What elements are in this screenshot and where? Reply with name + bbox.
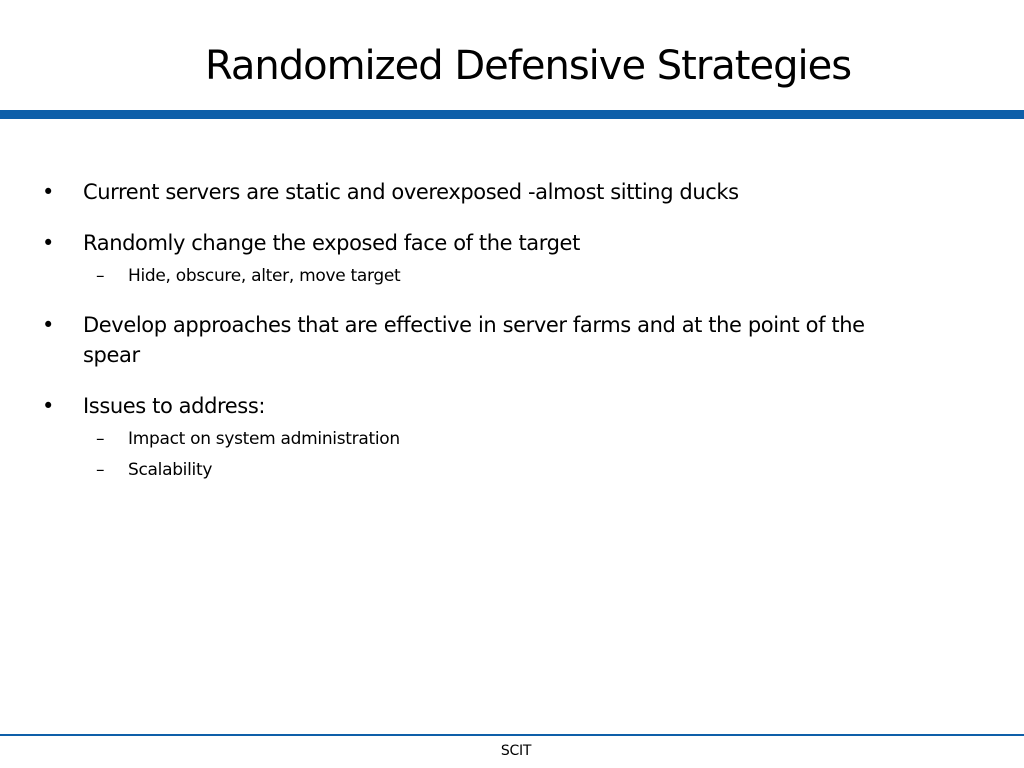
- bullet-item: [42, 391, 922, 421]
- sub-bullet-marker: –: [96, 429, 105, 449]
- bullet-marker: •: [42, 231, 54, 255]
- bullet-text: Develop approaches that are effective in server farms and at the point of the spear: [83, 313, 865, 367]
- bullet-text: Randomly change the exposed face of the target: [83, 231, 580, 255]
- bullet-marker: •: [42, 180, 54, 204]
- sub-bullet-text: Impact on system administration: [128, 429, 400, 449]
- sub-bullet-text: Hide, obscure, alter, move target: [128, 266, 401, 286]
- bullet-marker: •: [42, 394, 54, 418]
- footer-label: SCIT: [500, 743, 532, 759]
- bullet-item: [42, 177, 922, 207]
- sub-bullet-marker: –: [96, 460, 105, 480]
- slide-title: Randomized Defensive Strategies: [204, 43, 852, 89]
- bullet-item: [42, 310, 922, 370]
- sub-bullet-item: [96, 427, 896, 451]
- title-divider: [0, 110, 1024, 119]
- bullet-item: [42, 228, 922, 258]
- footer-divider: [0, 734, 1024, 736]
- sub-bullet-item: [96, 458, 896, 482]
- bullet-text: Current servers are static and overexposed -almost sitting ducks: [83, 180, 739, 204]
- sub-bullet-item: [96, 264, 896, 288]
- bullet-text: Issues to address:: [83, 394, 266, 418]
- sub-bullet-marker: –: [96, 266, 105, 286]
- sub-bullet-text: Scalability: [128, 460, 213, 480]
- bullet-marker: •: [42, 313, 54, 337]
